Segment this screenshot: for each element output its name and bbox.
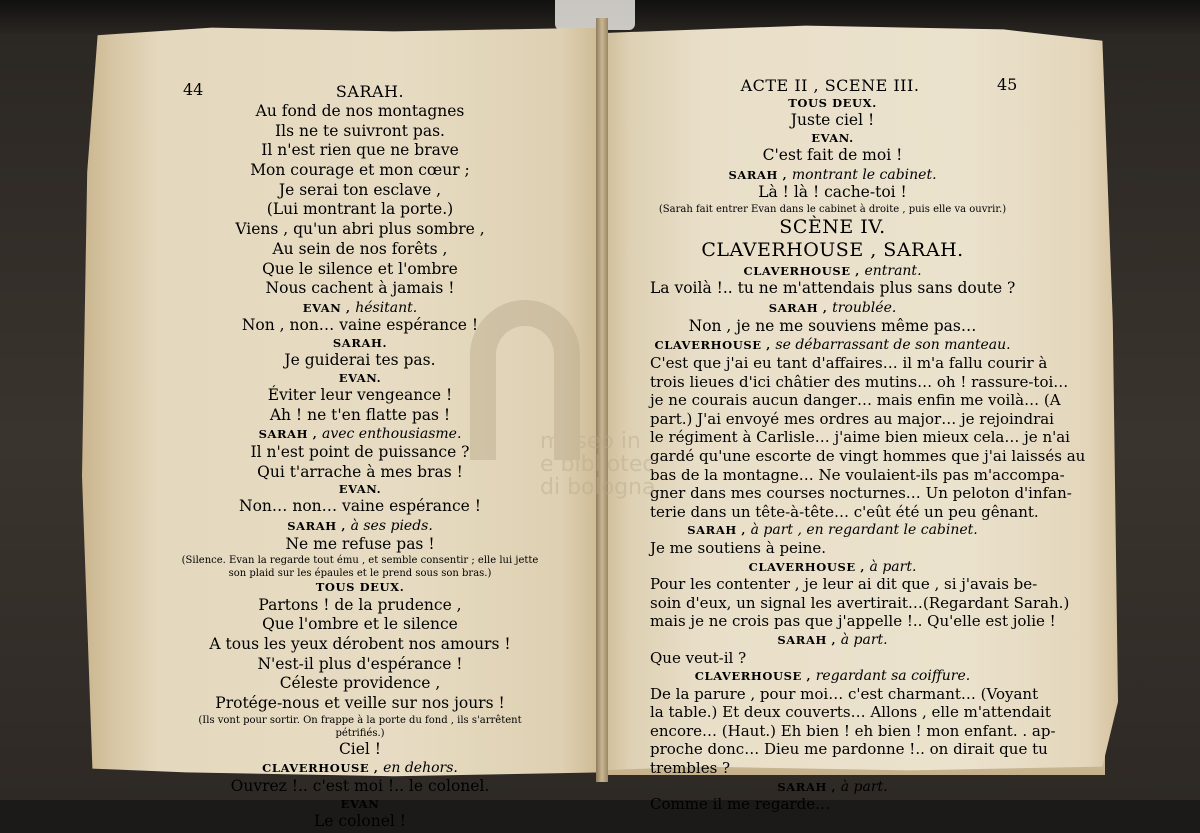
verse-line: Céleste providence , xyxy=(279,674,441,693)
speaker-name: SARAH. xyxy=(332,336,388,351)
stage-direction: (Silence. Evan la regarde tout ému , et semble consentir ; elle lui jette xyxy=(181,555,539,567)
speaker-direction: entrant. xyxy=(864,262,922,279)
speaker-name: SARAH , xyxy=(777,779,837,794)
speaker-direction: à part , en regardant le cabinet. xyxy=(750,522,978,539)
verse-line: Que l'ombre et le silence xyxy=(262,615,458,634)
speaker-direction: hésitant. xyxy=(355,299,418,316)
verse-line: Je guiderai tes pas. xyxy=(284,351,436,370)
verse-line: Viens , qu'un abri plus sombre , xyxy=(235,220,485,239)
stage-direction: (Ils vont pour sortir. On frappe à la porte du fond , ils s'arrêtent xyxy=(198,714,522,726)
verse-line: Que le silence et l'ombre xyxy=(262,259,458,278)
verse-line: Éviter leur vengeance ! xyxy=(267,386,453,405)
speaker-name: SARAH , xyxy=(768,301,828,316)
verse-line: Il n'est rien que ne brave xyxy=(261,141,459,160)
speaker-cue xyxy=(650,560,1015,574)
bookmark-strip xyxy=(555,0,635,30)
museum-watermark xyxy=(470,300,710,500)
speaker-cue xyxy=(150,582,570,594)
verse-line: La voilà !.. tu ne m'attendais plus sans doute ? xyxy=(650,279,1016,298)
prose-line: encore… (Haut.) Eh bien ! eh bien ! mon enfant. . ap- xyxy=(650,721,1056,740)
prose-line: Je me soutiens à peine. xyxy=(650,538,827,557)
speaker-name: CLAVERHOUSE , xyxy=(654,338,771,353)
prose-line: terie dans un tête-à-tête… c'eût été un peu gênant. xyxy=(650,502,1039,521)
verse-line: Non… non… vaine espérance ! xyxy=(239,497,481,516)
speaker-direction: montrant le cabinet. xyxy=(791,166,937,183)
speaker-name: EVAN , xyxy=(302,300,351,315)
speaker-cue xyxy=(650,264,1015,278)
verse-line: Au fond de nos montagnes xyxy=(255,102,465,120)
speaker-cue xyxy=(650,633,1015,647)
speaker-direction: regardant sa coiffure. xyxy=(815,668,971,685)
speaker-name: SARAH , xyxy=(777,632,837,647)
speaker-direction: à part. xyxy=(869,558,917,575)
speaker-direction: à part. xyxy=(840,631,888,648)
verse-line: Le colonel ! xyxy=(314,811,406,830)
prose-line: trembles ? xyxy=(650,759,731,778)
prose-line: soin d'eux, un signal les avertirait…(Regardant Sarah.) xyxy=(650,593,1070,612)
verse-line: Ne me refuse pas ! xyxy=(285,534,435,553)
speaker-direction: à part. xyxy=(840,778,888,795)
verse-line: Je serai ton esclave , xyxy=(278,180,442,199)
speaker-name: CLAVERHOUSE , xyxy=(748,559,865,574)
verse-line: Partons ! de la prudence , xyxy=(258,595,462,614)
prose-line: gardé qu'une escorte de vingt hommes que j'ai laissés au xyxy=(650,446,1086,465)
speaker-direction: avec enthousiasme. xyxy=(321,426,462,443)
speaker-name: EVAN. xyxy=(338,482,382,497)
speaker-cue xyxy=(650,523,1015,537)
stage-direction: son plaid sur les épaules et le prend sous son bras.) xyxy=(228,568,492,580)
speaker-cue xyxy=(650,780,1015,794)
right-page-number: 45 xyxy=(997,75,1018,94)
stage-direction: (Sarah fait entrer Evan dans le cabinet à droite , puis elle va ouvrir.) xyxy=(658,203,1007,215)
prose-line: part.) J'ai envoyé mes ordres au major… je rejoindrai xyxy=(650,409,1054,428)
speaker-cue xyxy=(150,519,570,533)
left-page-number: 44 xyxy=(183,80,204,99)
speaker-name: CLAVERHOUSE , xyxy=(743,263,860,278)
speaker-name: EVAN. xyxy=(811,130,854,145)
speaker-direction: troublée. xyxy=(832,300,897,317)
prose-line: Que veut-il ? xyxy=(650,648,747,667)
verse-line: Ils ne te suivront pas. xyxy=(275,121,445,140)
speaker-cue xyxy=(150,796,570,811)
speaker-cue xyxy=(650,669,1015,683)
verse-line: Non , je ne me souviens même pas… xyxy=(688,316,977,335)
left-running-head: SARAH. xyxy=(335,82,405,101)
verse-line: Ah ! ne t'en flatte pas ! xyxy=(269,405,451,424)
watermark-text: museo in e bibliotec di bologna xyxy=(540,429,656,501)
verse-line: Mon courage et mon cœur ; xyxy=(250,161,470,180)
speaker-name: CLAVERHOUSE , xyxy=(262,761,379,776)
speaker-name: SARAH , xyxy=(258,427,318,442)
speaker-name: EVAN xyxy=(340,796,380,811)
speaker-name: TOUS DEUX. xyxy=(788,96,877,110)
verse-line: N'est-il plus d'espérance ! xyxy=(257,654,463,673)
verse-line: Au sein de nos forêts , xyxy=(272,239,448,258)
speaker-cue xyxy=(650,130,1015,145)
prose-line: je ne courais aucun danger… mais enfin me voilà… (A xyxy=(650,391,1061,410)
prose-line: la table.) Et deux couverts… Allons , elle m'attendait xyxy=(650,703,1051,722)
verse-line: Qui t'arrache à mes bras ! xyxy=(257,462,463,481)
stage-direction: pétrifiés.) xyxy=(335,727,385,739)
verse-line: Ciel ! xyxy=(338,739,382,758)
verse-line: Là ! là ! cache-toi ! xyxy=(758,183,907,202)
prose-line: le régiment à Carlisle… j'aime bien mieux cela… je n'ai xyxy=(650,428,1070,447)
prose-line: gner dans mes courses nocturnes… Un peloton d'infan- xyxy=(650,484,1072,503)
prose-line: proche donc… Dieu me pardonne !.. on dirait que tu xyxy=(650,740,1048,759)
speaker-cue xyxy=(150,761,570,775)
scene-heading: SCÈNE IV. xyxy=(779,215,886,238)
speaker-name: SARAH , xyxy=(728,167,788,182)
verse-line: Non , non… vaine espérance ! xyxy=(241,316,479,335)
prose-line: Pour les contenter , je leur ai dit que , si j'avais be- xyxy=(650,575,1038,594)
right-running-head: ACTE II , SCENE III. xyxy=(740,76,920,95)
prose-line: trois lieues d'ici châtier des mutins… oh ! rassure-toi… xyxy=(650,372,1069,391)
verse-line: (Lui montrant la porte.) xyxy=(266,200,454,219)
speaker-name: SARAH , xyxy=(687,523,747,538)
speaker-name: SARAH , xyxy=(287,519,346,534)
verse-line: Protége-nous et veille sur nos jours ! xyxy=(215,693,505,712)
prose-line: C'est que j'ai eu tant d'affaires… il m'a fallu courir à xyxy=(650,354,1048,372)
speaker-name: CLAVERHOUSE , xyxy=(694,669,812,684)
prose-line: De la parure , pour moi… c'est charmant… (Voyant xyxy=(650,684,1039,703)
speaker-direction: se débarrassant de son manteau. xyxy=(775,337,1011,354)
prose-line: bas de la montagne… Ne voulaient-ils pas m'accompa- xyxy=(650,465,1065,484)
verse-line: Nous cachent à jamais ! xyxy=(265,279,455,298)
speaker-direction: à ses pieds. xyxy=(350,518,433,535)
verse-line: Il n'est point de puissance ? xyxy=(250,443,470,461)
speaker-cue xyxy=(650,98,1015,110)
verse-line: C'est fait de moi ! xyxy=(762,145,903,164)
speaker-name: EVAN. xyxy=(338,370,382,385)
verse-line: Juste ciel ! xyxy=(790,111,875,130)
verse-line: A tous les yeux dérobent nos amours ! xyxy=(209,634,511,653)
verse-line: Ouvrez !.. c'est moi !.. le colonel. xyxy=(230,776,490,795)
scene-heading: CLAVERHOUSE , SARAH. xyxy=(701,238,964,261)
prose-line: mais je ne crois pas que j'appelle !.. Qu'elle est jolie ! xyxy=(650,612,1056,631)
prose-line: Comme il me regarde… xyxy=(650,795,831,814)
speaker-cue xyxy=(650,168,1015,182)
speaker-direction: en dehors. xyxy=(383,760,458,777)
speaker-name: TOUS DEUX. xyxy=(315,580,405,595)
